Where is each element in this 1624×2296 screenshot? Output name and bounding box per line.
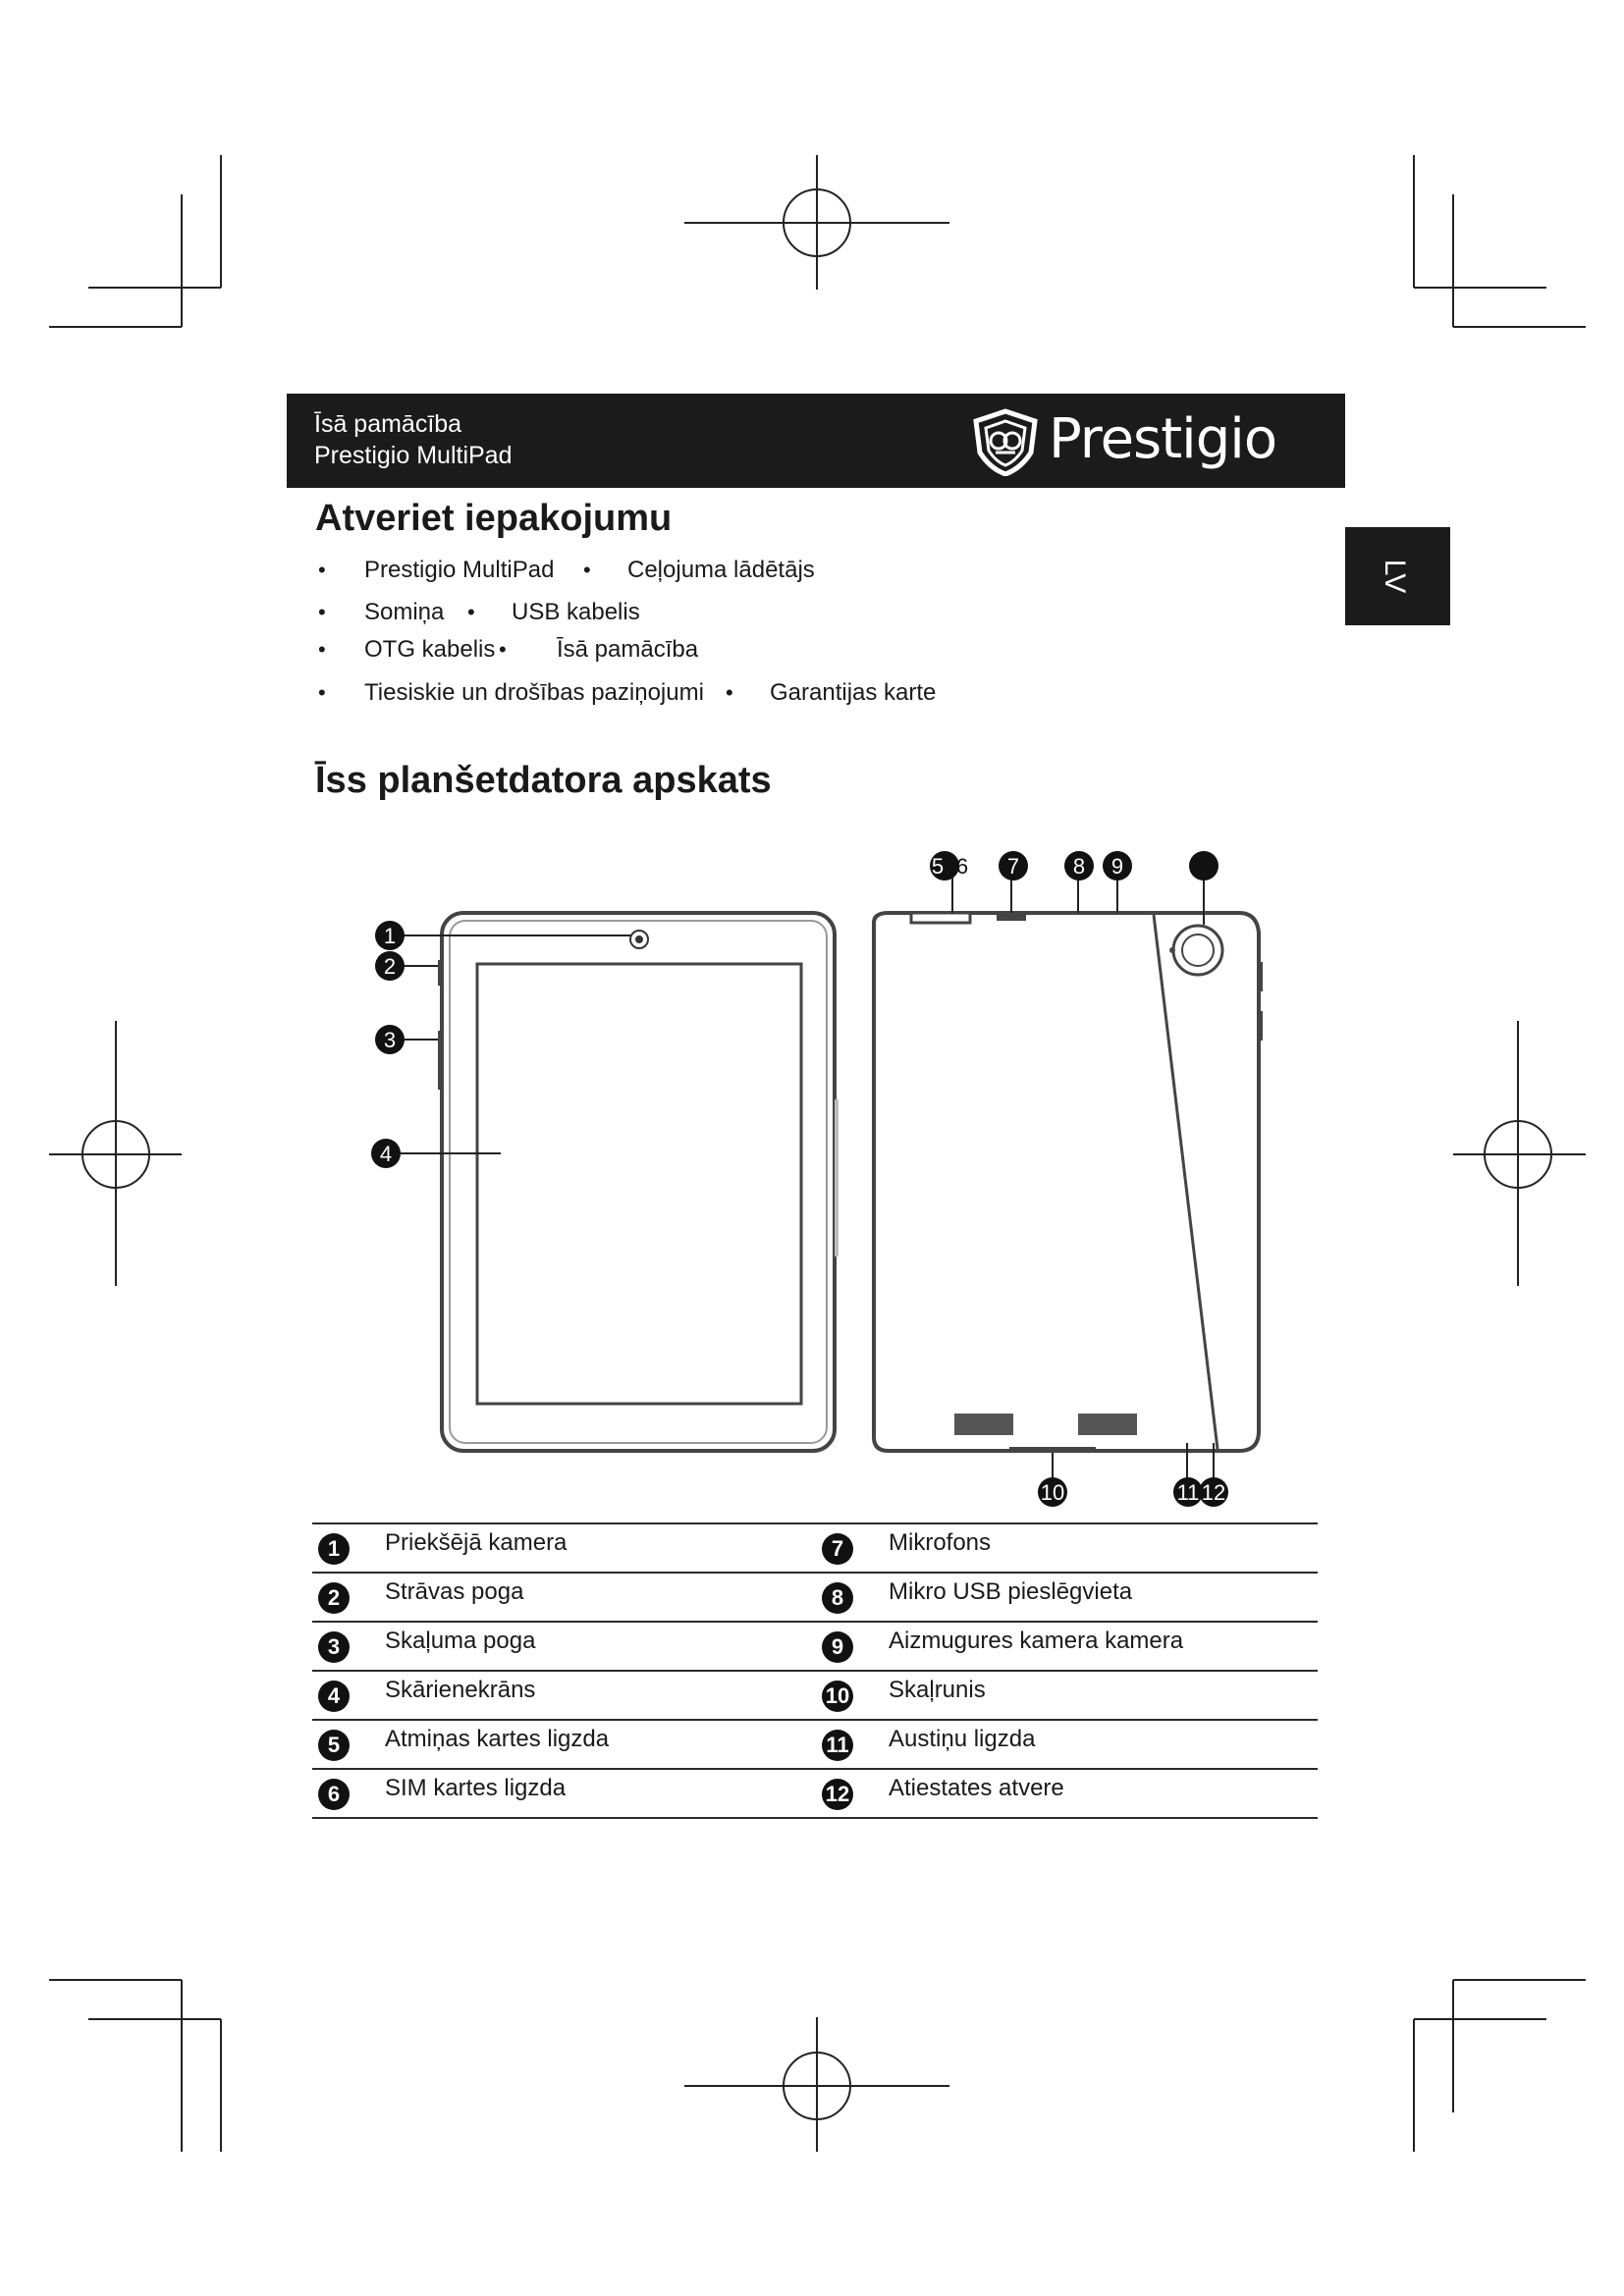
tablet-front-view	[438, 913, 839, 1451]
callout-1	[375, 921, 405, 950]
logo-wordmark: Prestigio	[1049, 407, 1277, 471]
part-label: Atmiņas kartes ligzda	[385, 1726, 610, 1752]
power-button-icon	[438, 960, 443, 986]
part-number-badge: 6	[318, 1779, 350, 1810]
part-label: Austiņu ligzda	[889, 1726, 1036, 1752]
header-product-name: Prestigio MultiPad	[314, 442, 513, 469]
svg-text:1: 1	[383, 924, 397, 948]
language-tab	[1345, 527, 1450, 625]
volume-button-icon	[438, 1031, 443, 1090]
part-number-badge: 2	[318, 1582, 350, 1614]
table-row	[312, 1768, 1318, 1819]
callout-6	[956, 854, 968, 879]
part-number-badge: 11	[822, 1730, 853, 1761]
overview-heading: Īss planšetdatora apskats	[315, 760, 772, 801]
speaker-grille-icon	[1078, 1414, 1137, 1435]
bullet-icon: •	[318, 558, 326, 582]
part-number-badge: 8	[822, 1582, 853, 1614]
callout-7	[999, 851, 1028, 881]
table-row	[312, 1670, 1318, 1719]
callout-10	[1038, 1477, 1067, 1507]
header-guide-title: Īsā pamācība	[314, 410, 462, 438]
part-label: Priekšējā kamera	[385, 1529, 568, 1556]
package-item: Somiņa	[364, 599, 445, 625]
package-item: Īsā pamācība	[557, 636, 699, 663]
header-bar	[287, 394, 1345, 488]
part-number-badge: 3	[318, 1631, 350, 1663]
svg-text:7: 7	[1006, 854, 1020, 879]
callout-4	[371, 1139, 401, 1168]
speaker-grille-icon	[954, 1414, 1013, 1435]
package-item: Tiesiskie un drošības paziņojumi	[364, 679, 704, 706]
callout-5	[930, 851, 959, 881]
tablet-diagram	[353, 844, 1276, 1522]
svg-text:12: 12	[1201, 1480, 1226, 1505]
part-label: Atiestates atvere	[889, 1775, 1064, 1801]
package-item: Garantijas karte	[770, 679, 937, 706]
svg-text:8: 8	[1072, 854, 1086, 879]
table-row	[312, 1719, 1318, 1768]
part-number-badge: 10	[822, 1681, 853, 1712]
callout-11	[1173, 1477, 1203, 1507]
svg-text:5: 5	[931, 854, 945, 879]
package-item: Prestigio MultiPad	[364, 557, 555, 583]
part-number-badge: 7	[822, 1533, 853, 1565]
bullet-icon: •	[318, 637, 326, 662]
part-label: Mikro USB pieslēgvieta	[889, 1578, 1133, 1605]
svg-text:4: 4	[379, 1142, 393, 1166]
part-label: Mikrofons	[889, 1529, 992, 1556]
part-label: Strāvas poga	[385, 1578, 524, 1605]
table-row	[312, 1621, 1318, 1670]
callout-3	[375, 1025, 405, 1054]
callout-8	[1064, 851, 1094, 881]
callout-12	[1199, 1477, 1228, 1507]
bullet-icon: •	[318, 680, 326, 705]
bullet-icon: •	[583, 558, 591, 582]
callout-rear-camera	[1189, 851, 1218, 881]
package-item: OTG kabelis	[364, 636, 496, 663]
bullet-icon: •	[467, 600, 475, 624]
svg-text:9: 9	[1110, 854, 1124, 879]
prestigio-shield-icon	[970, 407, 1041, 476]
tablet-back-view	[874, 913, 1263, 1453]
table-row	[312, 1522, 1318, 1572]
part-number-badge: 5	[318, 1730, 350, 1761]
package-heading: Atveriet iepakojumu	[315, 498, 673, 539]
bullet-icon: •	[726, 680, 733, 705]
part-label: Skārienekrāns	[385, 1677, 536, 1703]
callout-2	[375, 951, 405, 981]
parts-table	[312, 1522, 1318, 1819]
touchscreen-area	[477, 964, 801, 1404]
part-number-badge: 9	[822, 1631, 853, 1663]
prestigio-logo	[970, 407, 1324, 476]
bullet-icon: •	[499, 637, 507, 662]
package-item: Ceļojuma lādētājs	[627, 557, 815, 583]
table-row	[312, 1572, 1318, 1621]
svg-text:2: 2	[383, 954, 397, 979]
part-label: Skaļuma poga	[385, 1628, 536, 1654]
svg-text:11: 11	[1176, 1480, 1200, 1505]
part-label: SIM kartes ligzda	[385, 1775, 567, 1801]
svg-text:6: 6	[955, 854, 969, 879]
card-slot-icon	[911, 913, 970, 923]
part-label: Aizmugures kamera kamera	[889, 1628, 1184, 1654]
bullet-icon: •	[318, 600, 326, 624]
part-number-badge: 4	[318, 1681, 350, 1712]
svg-text:3: 3	[383, 1028, 397, 1052]
package-item: USB kabelis	[512, 599, 640, 625]
part-number-badge: 12	[822, 1779, 853, 1810]
language-code: LV	[1379, 559, 1411, 594]
part-label: Skaļrunis	[889, 1677, 986, 1703]
svg-text:10: 10	[1040, 1480, 1065, 1505]
part-number-badge: 1	[318, 1533, 350, 1565]
callout-9	[1103, 851, 1132, 881]
usb-port-icon	[997, 913, 1026, 921]
